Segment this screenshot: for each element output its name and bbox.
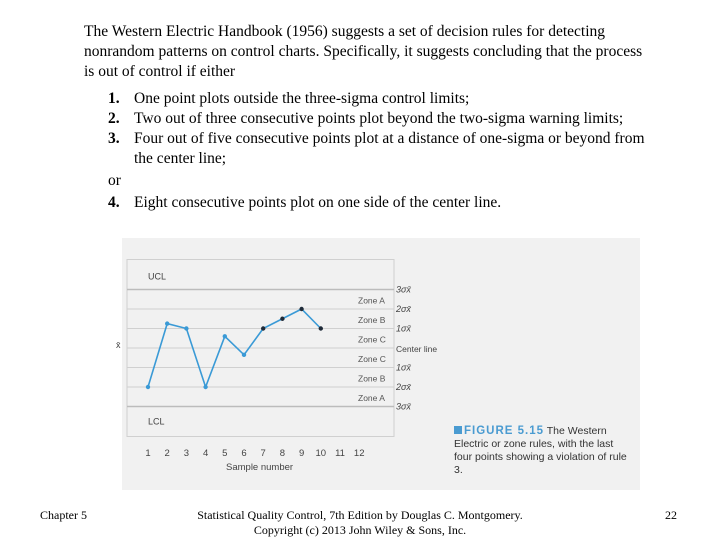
highlighted-data-point — [319, 326, 323, 330]
sigma-label: 3σx̄ — [396, 284, 411, 295]
or-connector: or — [108, 172, 121, 189]
rule-text: Two out of three consecutive points plot beyond the two-sigma warning limits; — [134, 110, 624, 127]
zone-label: Zone C — [358, 354, 386, 364]
rule-item — [108, 89, 653, 109]
data-point — [146, 385, 150, 389]
sigma-label: 1σx̄ — [396, 362, 411, 373]
data-point — [242, 353, 246, 357]
rule-number: 1. — [108, 90, 120, 107]
x-tick-label: 7 — [260, 448, 266, 459]
rule-number: 2. — [108, 110, 120, 127]
rule-item — [108, 129, 653, 169]
x-axis-label: Sample number — [226, 462, 294, 473]
x-tick-label: 4 — [202, 448, 209, 459]
sigma-label: 2σx̄ — [396, 304, 411, 314]
rule-text: One point plots outside the three-sigma control limits; — [134, 90, 470, 107]
rule-item — [108, 109, 653, 129]
rule-text: Four out of five consecutive points plot at a distance of one-sigma or beyond from the center line; — [134, 130, 645, 167]
y-axis-label: x̄ — [116, 340, 121, 350]
ucl-label: UCL — [148, 271, 167, 282]
x-tick-label: 1 — [145, 448, 151, 459]
data-point — [184, 326, 188, 330]
highlighted-data-point — [299, 307, 303, 311]
caption-body: Western Electric or zone rules, with the last four points showing a violation of rule 3. — [454, 425, 627, 476]
footer-page-number: 22 — [665, 508, 677, 522]
sigma-label: 3σx̄ — [396, 401, 411, 412]
x-tick-label: 9 — [298, 448, 305, 459]
rule-number: 4. — [108, 194, 120, 211]
data-point — [165, 321, 169, 325]
footer-chapter: Chapter 5 — [40, 508, 87, 522]
x-tick-label: 11 — [335, 448, 345, 459]
x-tick-label: 12 — [353, 448, 365, 459]
zone-label: Zone B — [358, 373, 386, 384]
caption-title: The — [546, 425, 565, 437]
highlighted-data-point — [261, 326, 265, 330]
footer-copyright: Statistical Quality Control, 7th Edition by Douglas C. Montgomery. Copyright (c) 2013 John Wiley & Sons, Inc. — [197, 508, 523, 537]
x-tick-label: 2 — [164, 448, 170, 459]
figure-label: FIGURE 5.15 — [464, 425, 545, 437]
zone-label: Zone B — [358, 315, 386, 325]
figure-caption — [454, 425, 634, 477]
rule-text: Eight consecutive points plot on one side of the center line. — [134, 194, 502, 211]
data-point — [223, 334, 227, 338]
x-tick-label: 5 — [222, 448, 228, 459]
rule-item — [108, 193, 653, 213]
rule-number: 3. — [108, 130, 120, 147]
sigma-label: 2σx̄ — [396, 382, 411, 392]
sigma-label: 1σx̄ — [396, 323, 411, 334]
rules-list — [108, 89, 653, 213]
zone-label: Zone A — [358, 393, 385, 403]
x-tick-label: 6 — [241, 448, 247, 459]
x-tick-label: 10 — [315, 448, 327, 459]
highlighted-data-point — [280, 317, 284, 321]
x-tick-label: 3 — [183, 448, 190, 459]
zone-label: Zone A — [358, 295, 385, 306]
zone-label: Zone C — [358, 334, 386, 345]
data-point — [203, 385, 207, 389]
lcl-label: LCL — [148, 416, 165, 427]
intro-paragraph: The Western Electric Handbook (1956) suggests a set of decision rules for detecting nonrandom patterns on control charts. Specifically, it suggests concluding that the process is out of control if either — [84, 23, 643, 80]
caption-square-icon — [454, 426, 462, 434]
x-tick-label: 8 — [279, 448, 286, 459]
center-line-label: Center line — [396, 344, 438, 354]
